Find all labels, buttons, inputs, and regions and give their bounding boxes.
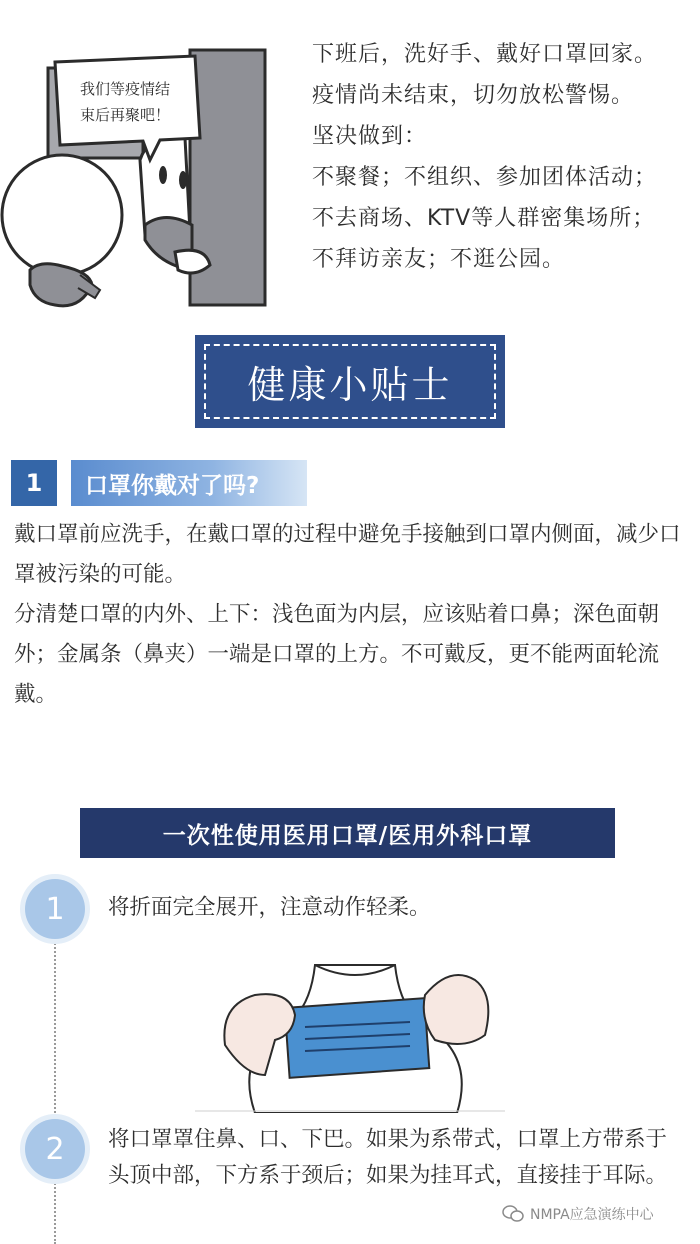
health-tips-badge	[195, 335, 505, 428]
advice-line: 不去商场、KTV等人群密集场所；	[312, 206, 656, 231]
step-description: 将折面完全展开，注意动作轻柔。	[108, 895, 431, 920]
section-number: 1	[11, 460, 57, 506]
section-header	[11, 460, 307, 506]
speech-bubble-line-1: 我们等疫情结	[79, 80, 171, 98]
speech-bubble-line-2: 束后再聚吧！	[79, 106, 171, 124]
section-title: 口罩你戴对了吗?	[71, 460, 307, 506]
step-description: 将口罩罩住鼻、口、下巴。如果为系带式，口罩上方带系于头顶中部，下方系于颈后；如果为挂耳式，直接挂于耳际。	[108, 1127, 668, 1188]
source-watermark	[502, 1204, 654, 1224]
wechat-icon	[502, 1205, 524, 1223]
watermark-text: NMPA应急演练中心	[530, 1207, 654, 1223]
step-number-badge: 1	[25, 879, 85, 939]
step-number-badge: 2	[25, 1119, 85, 1179]
top-advice-text	[312, 34, 697, 280]
advice-line: 坚决做到：	[312, 124, 428, 149]
mask-type-banner: 一次性使用医用口罩/医用外科口罩	[80, 808, 615, 858]
steps-timeline	[54, 940, 56, 1244]
health-tips-title: 健康小贴士	[247, 363, 453, 407]
dashed-frame	[204, 344, 496, 419]
paragraph: 戴口罩前应洗手，在戴口罩的过程中避免手接触到口罩内侧面，减少口罩被污染的可能。	[14, 522, 681, 587]
paragraph: 分清楚口罩的内外、上下：浅色面为内层，应该贴着口鼻；深色面朝外；金属条（鼻夹）一端是口罩的上方。不可戴反，更不能两面轮流戴。	[14, 602, 660, 707]
advice-line: 疫情尚未结束，切勿放松警惕。	[312, 83, 635, 108]
unfolding-mask-illustration	[195, 935, 505, 1113]
peeking-character-illustration	[0, 20, 300, 310]
advice-line: 不拜访亲友；不逛公园。	[312, 247, 566, 272]
advice-line: 下班后，洗好手、戴好口罩回家。	[312, 42, 658, 67]
advice-line: 不聚餐；不组织、参加团体活动；	[312, 165, 658, 190]
section-body	[14, 515, 690, 715]
